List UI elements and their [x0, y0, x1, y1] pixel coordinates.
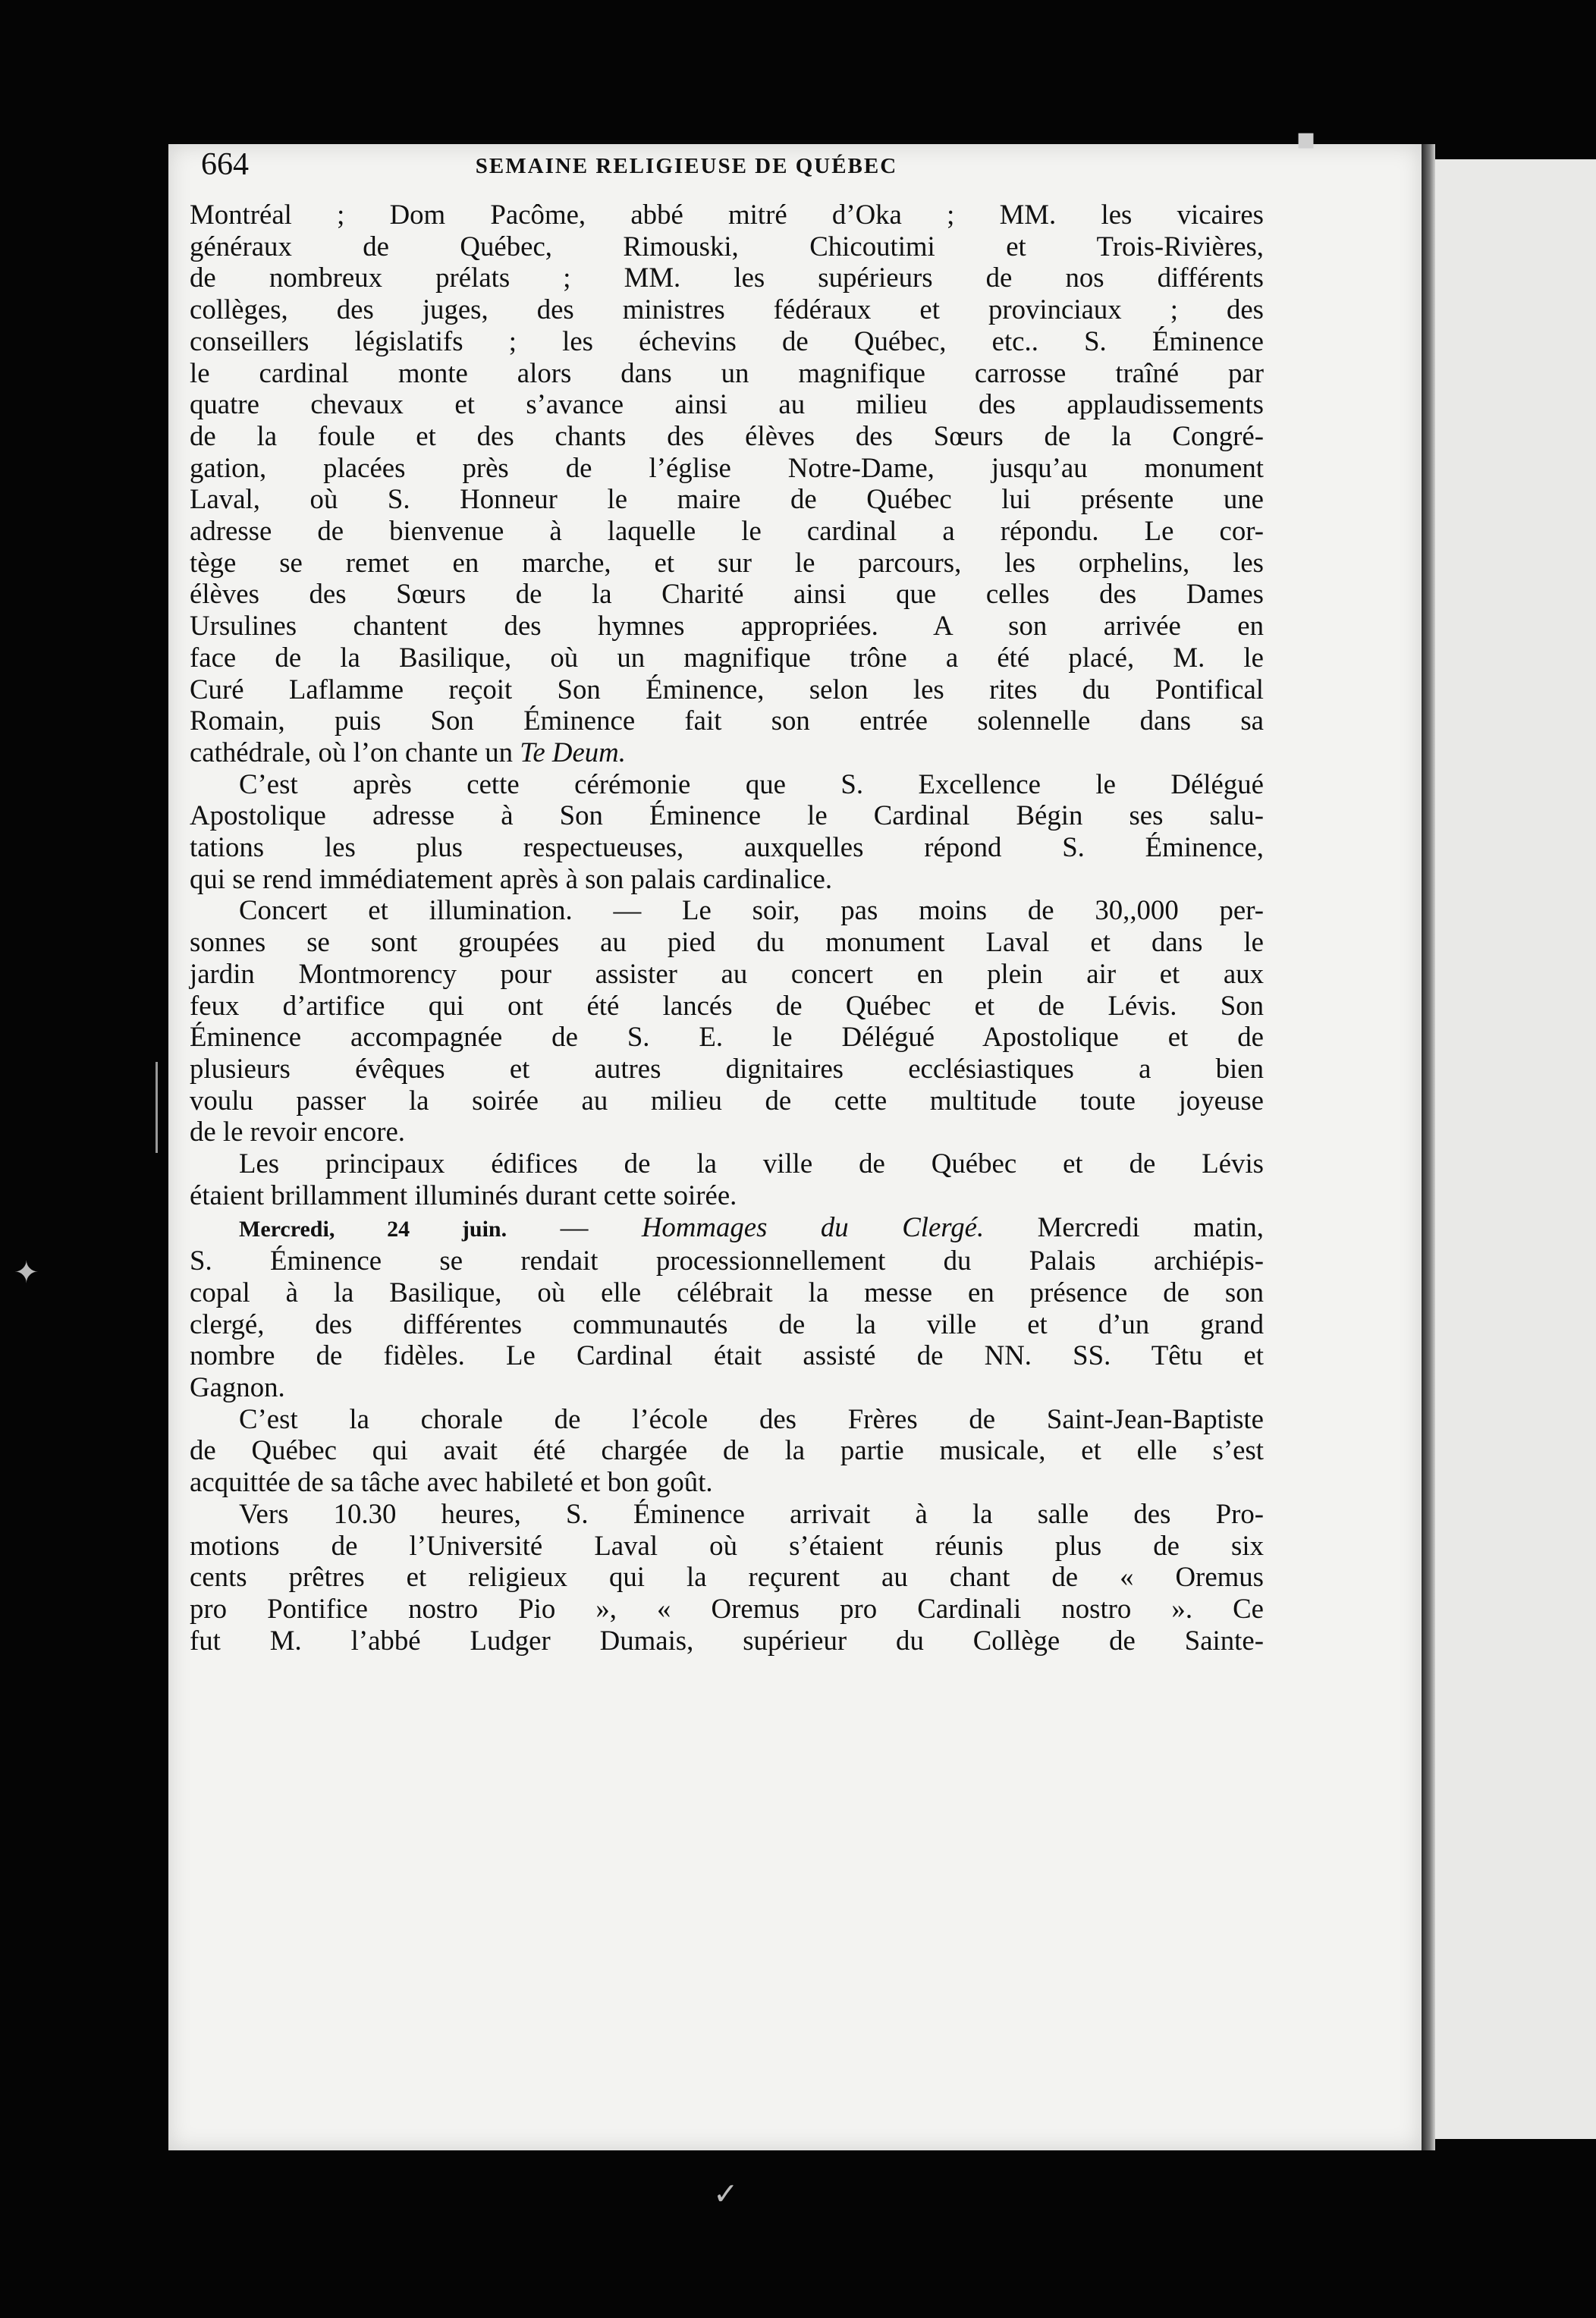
text-line: clergé, des différentes communautés de la ville et d’un grand — [190, 1308, 1264, 1340]
text-line: fut M. l’abbé Ludger Dumais, supérieur du Collège de Sainte- — [190, 1624, 1264, 1656]
text-line: quatre chevaux et s’avance ainsi au milieu des applaudissements — [190, 388, 1264, 420]
text-line: Laval, où S. Honneur le maire de Québec lui présente une — [190, 483, 1264, 515]
text-line: S. Éminence se rendait processionnellement du Palais archiépis- — [190, 1245, 1264, 1277]
text-line: cents prêtres et religieux qui la reçurent au chant de « Oremus — [190, 1561, 1264, 1593]
text-line: adresse de bienvenue à laquelle le cardinal a répondu. Le cor- — [190, 515, 1264, 547]
text-line: acquittée de sa tâche avec habileté et bon goût. — [190, 1466, 713, 1498]
text-line: de la foule et des chants des élèves des Sœurs de la Congré- — [190, 419, 1264, 451]
text-line: C’est la chorale de l’école des Frères de Saint-Jean-Baptiste — [239, 1402, 1264, 1434]
text-line: sonnes se sont groupées au pied du monument Laval et dans le — [190, 926, 1264, 958]
text-line: feux d’artifice qui ont été lancés de Québec et de Lévis. Son — [190, 989, 1264, 1021]
body-text — [190, 199, 1264, 1656]
text-line: généraux de Québec, Rimouski, Chicoutimi et Trois-Rivières, — [190, 230, 1264, 262]
text-line: de le revoir encore. — [190, 1116, 405, 1148]
text-line: Les principaux édifices de la ville de Québec et de Lévis — [239, 1148, 1264, 1179]
text-line: Curé Laflamme reçoit Son Éminence, selon les rites du Pontifical — [190, 673, 1264, 705]
text-line: Romain, puis Son Éminence fait son entrée solennelle dans sa — [190, 705, 1264, 737]
text-line: élèves des Sœurs de la Charité ainsi que celles des Dames — [190, 578, 1264, 610]
text-line: conseillers législatifs ; les échevins de Québec, etc.. S. Éminence — [190, 325, 1264, 356]
left-edge-line — [156, 1062, 158, 1153]
text-line: Concert et illumination. — Le soir, pas moins de 30,,000 per- — [239, 894, 1264, 926]
text-line: C’est après cette cérémonie que S. Excellence le Délégué — [239, 768, 1264, 799]
text-line: Apostolique adresse à Son Éminence le Cardinal Bégin ses salu- — [190, 799, 1264, 831]
text-line: de nombreux prélats ; MM. les supérieurs de nos différents — [190, 262, 1264, 294]
page-number: 664 — [201, 147, 249, 182]
facing-page-edge — [1435, 159, 1596, 2139]
te-deum-italic: Te Deum. — [520, 736, 626, 768]
running-title: SEMAINE RELIGIEUSE DE QUÉBEC — [475, 154, 898, 178]
text-line: voulu passer la soirée au milieu de cette multitude toute joyeuse — [190, 1084, 1264, 1116]
text-line: de Québec qui avait été chargée de la partie musicale, et elle s’est — [190, 1434, 1264, 1466]
text-segment: Mercredi matin, — [984, 1211, 1264, 1242]
text-segment: — — [507, 1211, 642, 1242]
text-line — [190, 737, 1264, 768]
page-header — [201, 146, 1172, 192]
book-gutter — [1422, 144, 1435, 2150]
scan-mark-left: ✦ — [14, 1255, 39, 1290]
text-line: Éminence accompagnée de S. E. le Délégué Apostolique et de — [190, 1021, 1264, 1053]
text-line: gation, placées près de l’église Notre-Dame, jusqu’au monument — [190, 451, 1264, 483]
text-line: étaient brillamment illuminés durant cette soirée. — [190, 1179, 737, 1211]
text-line: jardin Montmorency pour assister au concert en plein air et aux — [190, 957, 1264, 989]
scan-mark-bottom: ✓ — [713, 2177, 739, 2212]
text-line: tège se remet en marche, et sur le parcours, les orphelins, les — [190, 546, 1264, 578]
text-line: tations les plus respectueuses, auxquelles répond S. Éminence, — [190, 831, 1264, 863]
text-line — [190, 1211, 1264, 1245]
scan-mark-top: ▪ — [1296, 121, 1317, 156]
text-line: plusieurs évêques et autres dignitaires ecclésiastiques a bien — [190, 1052, 1264, 1084]
date-label: Mercredi, 24 juin. — [239, 1216, 507, 1242]
text-line: motions de l’Université Laval où s’étaient réunis plus de six — [190, 1529, 1264, 1561]
text-line: copal à la Basilique, où elle célébrait la messe en présence de son — [190, 1276, 1264, 1308]
text-segment: cathédrale, où l’on chante un — [190, 736, 520, 768]
text-line: Montréal ; Dom Pacôme, abbé mitré d’Oka ; MM. les vicaires — [190, 199, 1264, 230]
section-title-italic: Hommages du Clergé. — [641, 1211, 985, 1242]
text-line: qui se rend immédiatement après à son palais cardinalice. — [190, 862, 833, 894]
text-line: nombre de fidèles. Le Cardinal était assisté de NN. SS. Têtu et — [190, 1340, 1264, 1371]
text-line: le cardinal monte alors dans un magnifique carrosse traîné par — [190, 356, 1264, 388]
text-line: Vers 10.30 heures, S. Éminence arrivait à la salle des Pro- — [239, 1497, 1264, 1529]
text-line: Gagnon. — [190, 1371, 285, 1403]
text-line: face de la Basilique, où un magnifique trône a été placé, M. le — [190, 641, 1264, 673]
text-line: pro Pontifice nostro Pio », « Oremus pro Cardinali nostro ». Ce — [190, 1592, 1264, 1624]
text-line: collèges, des juges, des ministres fédéraux et provinciaux ; des — [190, 294, 1264, 325]
text-line: Ursulines chantent des hymnes appropriées. A son arrivée en — [190, 610, 1264, 642]
